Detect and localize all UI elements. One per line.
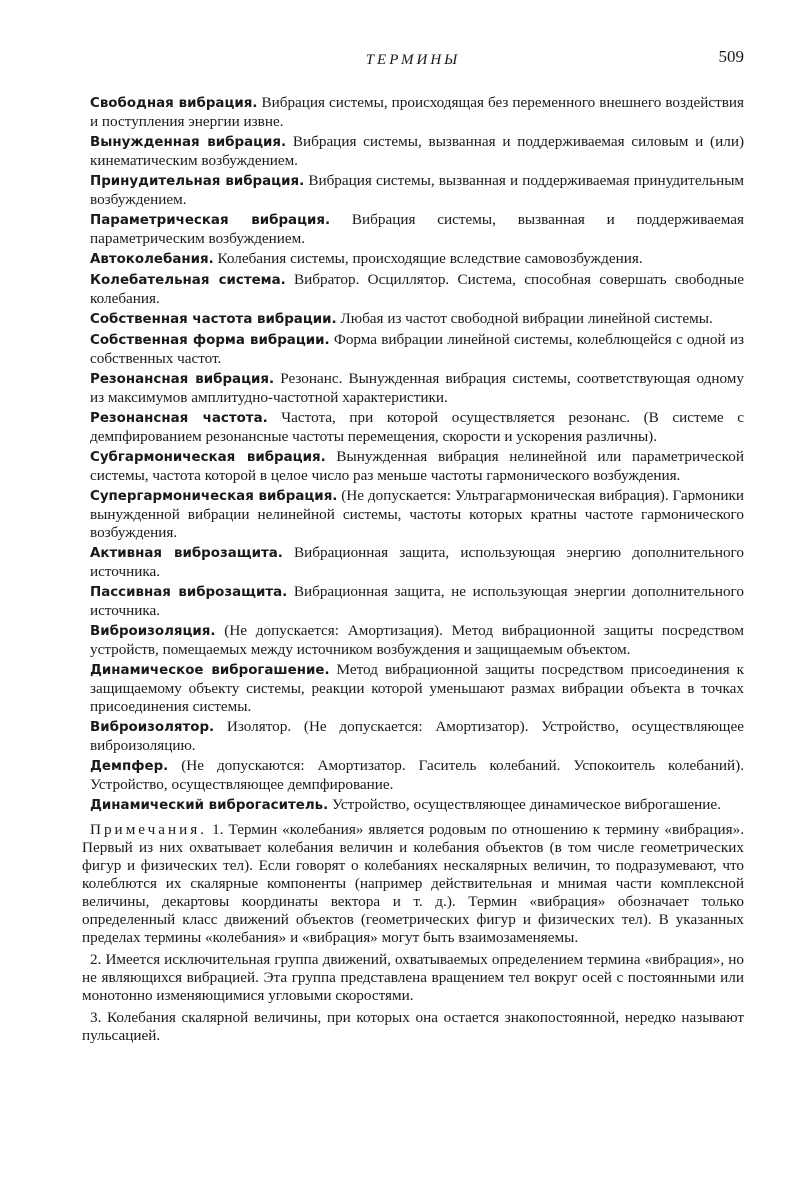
- page-number: 509: [718, 47, 744, 66]
- term-name: Резонансная частота.: [90, 411, 268, 426]
- term-entry: [82, 94, 744, 131]
- term-name: Собственная форма вибрации.: [90, 333, 330, 348]
- running-title: ТЕРМИНЫ: [365, 52, 461, 68]
- term-definition: Вибрация системы, вызванная и поддерживаемая принудительным возбуждением.: [90, 172, 744, 208]
- term-entry: [82, 796, 744, 815]
- term-definition: Резонанс. Вынужденная вибрация системы, соответствующая одному из максимумов амплитудно-частотной характеристики.: [90, 370, 744, 406]
- term-definition: Любая из частот свободной вибрации линейной системы.: [336, 310, 713, 327]
- term-entry: [82, 172, 744, 209]
- term-name: Принудительная вибрация.: [90, 174, 305, 189]
- term-definition: Вибрационная защита, использующая энергию дополнительного источника.: [90, 544, 744, 580]
- term-definition: (Не допускается: Ультрагармоническая вибрация). Гармоники вынужденной вибрации нелинейной системы, частоты которых кратны частоте гармонического возбуждения.: [90, 487, 744, 541]
- term-name: Демпфер.: [90, 759, 169, 774]
- term-definition: (Не допускается: Амортизация). Метод вибрационной защиты посредством устройств, помещаемых между источником возбуждения и защищаемым объектом.: [90, 622, 744, 658]
- note-2-text: 2. Имеется исключительная группа движений, охватываемых определением термина «вибрация», но не являющихся вибрацией. Эта группа представлена вращением тел вокруг осей с постоянными или монотонно изменяющимися угловыми скоростями.: [82, 951, 744, 1004]
- term-entry: [82, 583, 744, 620]
- term-definition: Частота, при которой осуществляется резонанс. (В системе с демпфированием резонансные частоты перемещения, скорости и ускорения различны).: [90, 409, 744, 445]
- term-definition: Изолятор. (Не допускается: Амортизатор). Устройство, осуществляющее виброизоляцию.: [90, 718, 744, 754]
- term-name: Параметрическая вибрация.: [90, 213, 331, 228]
- term-name: Вынужденная вибрация.: [90, 135, 287, 150]
- note-3: [82, 1009, 744, 1045]
- term-name: Активная виброзащита.: [90, 546, 283, 561]
- term-entry: [82, 448, 744, 485]
- term-name: Динамический виброгаситель.: [90, 798, 329, 813]
- term-entry: [82, 271, 744, 308]
- term-entry: [82, 757, 744, 794]
- term-name: Свободная вибрация.: [90, 96, 258, 111]
- term-definition: Вибратор. Осциллятор. Система, способная совершать свободные колебания.: [90, 271, 744, 307]
- term-entry: [82, 409, 744, 446]
- term-entry: [82, 331, 744, 368]
- term-definition: Вибрация системы, вызванная и поддерживаемая параметрическим возбуждением.: [90, 211, 744, 247]
- term-name: Автоколебания.: [90, 252, 214, 267]
- term-name: Резонансная вибрация.: [90, 372, 275, 387]
- term-entry: [82, 487, 744, 542]
- term-name: Субгармоническая вибрация.: [90, 450, 326, 465]
- term-definition: Метод вибрационной защиты посредством присоединения к защищаемому объекту системы, реакции которой уменьшают размах вибрации объекта в точках присоединения системы.: [90, 661, 744, 715]
- notes-section: [82, 821, 744, 1045]
- note-2: [82, 951, 744, 1005]
- term-entry: [82, 211, 744, 248]
- term-name: Колебательная система.: [90, 273, 286, 288]
- term-definition: (Не допускаются: Амортизатор. Гаситель колебаний. Успокоитель колебаний). Устройство, осуществляющее демпфирование.: [90, 757, 744, 793]
- note-1-text: 1. Термин «колебания» является родовым по отношению к термину «вибрация». Первый из них охватывает колебания величин и колебания объектов (в том числе геометрических фигур и физических тел). Если говорят о колебаниях нескалярных величин, то подразумевают, что колеблются их скалярные компоненты (например действительная и мнимая части комплексной величины, декартовы координаты вектора и т. д.). Термин «вибрация» обозначает только определенный класс движений объектов (геометрических фигур и физических тел). В указанных пределах термины «колебания» и «вибрация» могут быть взаимозаменяемы.: [82, 821, 744, 946]
- term-definition: Форма вибрации линейной системы, колеблющейся с одной из собственных частот.: [90, 331, 744, 367]
- term-name: Динамическое виброгашение.: [90, 663, 330, 678]
- term-entry: [82, 310, 744, 329]
- page-header: [82, 44, 744, 94]
- term-definition: Устройство, осуществляющее динамическое виброгашение.: [328, 796, 721, 813]
- term-entry: [82, 718, 744, 755]
- term-definition: Вибрация системы, происходящая без переменного внешнего воздействия и поступления энергии извне.: [90, 94, 744, 130]
- term-entry: [82, 250, 744, 269]
- term-definition: Вибрационная защита, не использующая энергии дополнительного источника.: [90, 583, 744, 619]
- term-list: [82, 94, 744, 815]
- term-name: Супергармоническая вибрация.: [90, 489, 338, 504]
- term-definition: Колебания системы, происходящие вследствие самовозбуждения.: [213, 250, 643, 267]
- term-name: Собственная частота вибрации.: [90, 312, 337, 327]
- note-1: [82, 821, 744, 947]
- document-page: [82, 44, 744, 1164]
- term-definition: Вибрация системы, вызванная и поддерживаемая силовым и (или) кинематическим возбуждением.: [90, 133, 744, 169]
- term-entry: [82, 661, 744, 716]
- term-entry: [82, 133, 744, 170]
- term-entry: [82, 622, 744, 659]
- term-name: Пассивная виброзащита.: [90, 585, 288, 600]
- term-name: Виброизоляция.: [90, 624, 216, 639]
- term-name: Виброизолятор.: [90, 720, 215, 735]
- term-definition: Вынужденная вибрация нелинейной или параметрической системы, частота которой в целое число раз меньше частоты гармонического возбуждения.: [90, 448, 744, 484]
- note-3-text: 3. Колебания скалярной величины, при которых она остается знакопостоянной, нередко называют пульсацией.: [82, 1009, 744, 1044]
- term-entry: [82, 370, 744, 407]
- notes-label: Примечания.: [90, 821, 208, 838]
- term-entry: [82, 544, 744, 581]
